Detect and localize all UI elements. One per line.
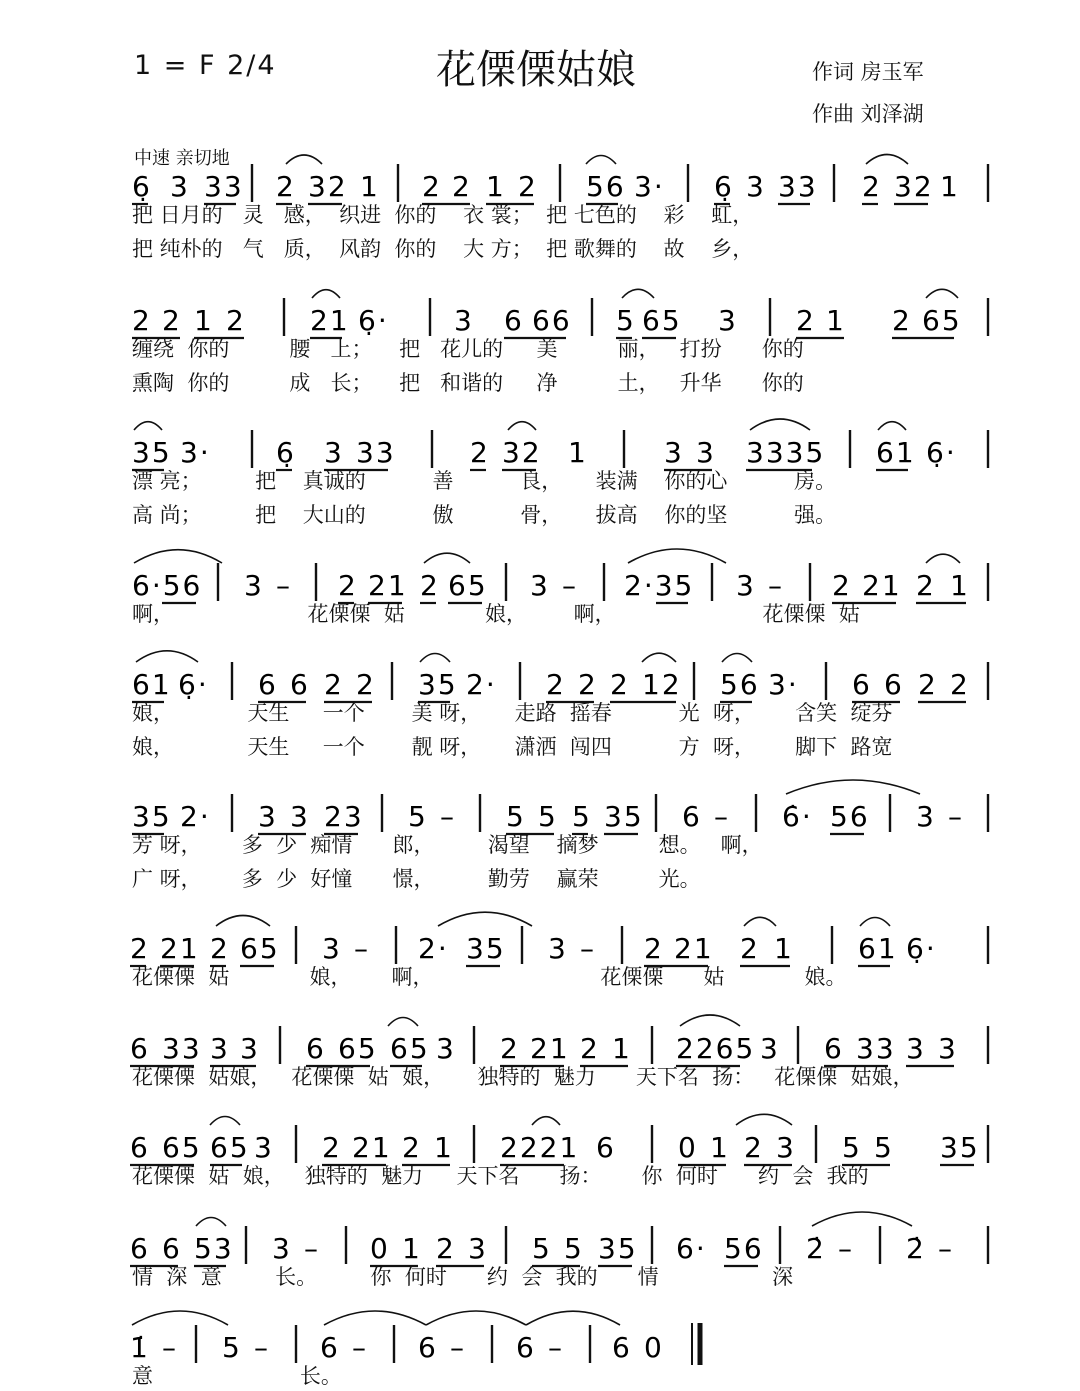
note: 61 [876,436,916,469]
note: 21 [310,304,350,337]
note: 1 [402,1232,422,1265]
note: 6·56 [132,569,203,602]
note: 65 [922,304,962,337]
note: 2 [402,1131,422,1164]
slur [324,1311,426,1325]
slur [286,155,322,164]
note: 6 [130,1131,150,1164]
note: 33 [204,170,244,203]
note: 2 [578,668,598,701]
slur [216,916,270,927]
lyric-line: 意 长。 [132,1364,342,1388]
lyric-line: 把 日月的 灵 感， 织进 你的 衣 裳； 把 七色的 彩 虹， [132,203,754,227]
lyricist-credit: 作词 房玉军 [812,60,924,84]
note: – [162,1331,178,1364]
note: 2̇ [906,1232,926,1265]
note: 3 [468,1232,488,1265]
note: 0 [644,1331,664,1364]
note: 1 [950,569,970,602]
lyric-line: 缠绕 你的 腰 上； 把 花儿的 美 丽， 打扮 你的 [132,337,804,361]
note: 33 [856,1032,896,1065]
note: 6 [130,1032,150,1065]
note: 1 [486,170,506,203]
lyric-line: 娘， 天生 一个 美 呀， 走路 摇春 光 呀， 含笑 绽芬 [132,701,893,725]
note: 3 [322,932,342,965]
note: 65 [162,1131,202,1164]
note: 2 [436,1232,456,1265]
note: 3335 [746,436,826,469]
note: – [352,1331,368,1364]
note: 6 [306,1032,326,1065]
note: 2 [518,170,538,203]
slur [680,1015,740,1026]
note: – [562,569,578,602]
note: – [838,1232,854,1265]
note: 2 [276,170,296,203]
note: 2 [950,668,970,701]
note: 6 [596,1131,616,1164]
note: 6̇· [782,800,813,833]
lyric-line: 娘， 天生 一个 靓 呀， 潇洒 闯四 方 呀， 脚下 路宽 [132,735,893,759]
slur [420,654,450,663]
lyric-line: 高 尚； 把 大山的 傲 骨， 拔高 你的坚 强。 [132,503,837,527]
note: 6 [516,1331,536,1364]
note: – [440,800,456,833]
note: 56 [586,170,626,203]
note: 3 [454,304,474,337]
note: 3 [530,569,550,602]
note: 5 [842,1131,862,1164]
note: 2 [916,569,936,602]
note: 6̣· [178,668,209,701]
note: 3 [718,304,738,337]
note: 2 [580,1032,600,1065]
slur [622,289,654,298]
slur [196,1218,226,1227]
note: 6̣· [358,304,389,337]
note: 56 [720,668,760,701]
note: 61 [132,668,172,701]
slur [388,1018,418,1027]
slur [532,1117,560,1125]
note: 6 [162,1232,182,1265]
note: – [548,1331,564,1364]
note: 2· [466,668,497,701]
slur [136,651,198,662]
note: 3 [906,1032,926,1065]
note: 21 [674,932,714,965]
note: 6̣ [276,436,296,469]
note: 2 [322,1131,342,1164]
note: 3 [258,800,278,833]
note: 35 [940,1131,980,1164]
note: 5 [564,1232,584,1265]
note: 2 [796,304,816,337]
note: 6̣· [926,436,957,469]
note: 53 [194,1232,234,1265]
note: – [948,800,964,833]
lyric-line: 情 深 意 长。 你 何时 约 会 我的 情 深 [132,1265,794,1289]
note: 21 [352,1131,392,1164]
note: 6̣ [132,170,152,203]
note: 2 [546,668,566,701]
note: 2 [130,932,150,965]
composer-credit: 作曲 刘泽湖 [812,102,924,126]
note: 6 [504,304,524,337]
slur [426,1311,526,1325]
note: 2 [832,569,852,602]
note: 65 [210,1131,250,1164]
note: 35 [132,436,172,469]
note: – [580,932,596,965]
lyric-line: 把 纯朴的 气 质， 风韵 你的 大 方； 把 歌舞的 故 乡， [132,237,754,261]
note: 1 [940,170,960,203]
note: 3 [776,1131,796,1164]
note: 2 [644,932,664,965]
note: 65 [390,1032,430,1065]
lyric-line: 花傈傈 姑娘， 花傈傈 姑 娘， 独特的 魅力 天下名 扬： 花傈傈 姑娘， [132,1065,914,1089]
note: 33 [356,436,396,469]
lyric-line: 芳 呀， 多 少 痴情 郎， 渴望 摘梦 想。 啊， [132,833,763,857]
note: 2 [210,932,230,965]
note: 1 [774,932,794,965]
note: 35 [132,800,172,833]
slur [312,290,340,298]
note: 3 [272,1232,292,1265]
lyric-line: 花傈傈 姑 娘， 啊， 花傈傈 姑 娘。 [132,965,847,989]
note: 2 [420,569,440,602]
slur [132,1311,228,1325]
note: 5 [532,1232,552,1265]
note: 21 [160,932,200,965]
note: 1 [826,304,846,337]
slur [586,156,616,165]
note: 32 [502,436,542,469]
note: – [304,1232,320,1265]
note: 3· [180,436,211,469]
note: 0 [678,1131,698,1164]
note: 2· [180,800,211,833]
note: 3 [436,1032,456,1065]
note: 5 [616,304,636,337]
note: 3· [634,170,665,203]
note: 5 [222,1331,242,1364]
note: 2 [744,1131,764,1164]
note: – [768,569,784,602]
slur [526,1311,620,1325]
note: 1 [710,1131,730,1164]
note: 2 [356,668,376,701]
slur [628,549,726,563]
slur [786,780,920,794]
note: 1 [434,1131,454,1164]
slur [210,1117,240,1126]
note: 5 [874,1131,894,1164]
note: 2 [422,170,442,203]
note: 6 [418,1331,438,1364]
note: 5 [506,800,526,833]
note: 3 [240,1032,260,1065]
note: 2· [418,932,449,965]
slur [860,918,890,927]
lyric-line: 漂 亮； 把 真诚的 善 良， 装满 你的心 房。 [132,469,837,493]
lyric-line: 广 呀， 多 少 好憧 憬， 勤劳 赢荣 光。 [132,867,701,891]
note: 2 [132,304,152,337]
note: 3 [290,800,310,833]
slur [424,553,470,563]
note: 6 [320,1331,340,1364]
note: 5 [572,800,592,833]
slur [926,289,958,298]
note: 32 [894,170,934,203]
note: 3 [916,800,936,833]
note: 6 [130,1232,150,1265]
note: 2265 [676,1032,756,1065]
song-title: 花傈傈姑娘 [436,47,636,93]
note: 6̣· [906,932,937,965]
note: 2·35 [624,569,695,602]
note: 6 [884,668,904,701]
note: 3 [548,932,568,965]
note: 2 [862,170,882,203]
note: 1 [568,436,588,469]
slur [736,1114,792,1125]
note: 2 [324,668,344,701]
note: 6 [824,1032,844,1065]
note: 6 [682,800,702,833]
note: 3 [210,1032,230,1065]
note: 3 [696,436,716,469]
slur [642,653,676,662]
slur [750,419,810,430]
note: 65 [338,1032,378,1065]
note: 61 [858,932,898,965]
slur [878,422,906,430]
note: 65 [240,932,280,965]
note: 12 [642,668,682,701]
note: 1 [194,304,214,337]
lyric-line: 熏陶 你的 成 长； 把 和谐的 净 土， 升华 你的 [132,371,804,395]
note: 6 [290,668,310,701]
note: 35 [466,932,506,965]
note: 65 [642,304,682,337]
note: 6 [612,1331,632,1364]
lyric-line: 啊， 花傈傈 姑 娘， 啊， 花傈傈 姑 [132,602,860,626]
note: 2 [338,569,358,602]
note: – [276,569,292,602]
slur [438,912,532,926]
note: 6̣ [714,170,734,203]
slur [134,550,222,563]
note: 32 [308,170,348,203]
note: 2 [610,668,630,701]
note: 66 [532,304,572,337]
note: 2 [226,304,246,337]
note: 3 [760,1032,780,1065]
note: 3· [768,668,799,701]
note: 35 [598,1232,638,1265]
note: 3 [244,569,264,602]
note: – [254,1331,270,1364]
note: 3 [170,170,190,203]
slur [508,422,536,430]
note: 2 [740,932,760,965]
note: 2 [500,1032,520,1065]
note: 3 [736,569,756,602]
note: 5 [408,800,428,833]
note: 1 [360,170,380,203]
note: 2 [452,170,472,203]
note: 21 [368,569,408,602]
note: 56 [830,800,870,833]
lyric-line: 花傈傈 姑 娘， 独特的 魅力 天下名 扬： 你 何时 约 会 我的 [132,1164,869,1188]
slur [812,1212,912,1226]
slur [866,155,908,165]
note: 3 [254,1131,274,1164]
key-signature: 1 = F 2/4 [134,50,277,81]
note: – [938,1232,954,1265]
note: 0 [370,1232,390,1265]
note: 1 [612,1032,632,1065]
slur [744,917,776,926]
note: 2 [918,668,938,701]
note: 3 [938,1032,958,1065]
note: 6 [258,668,278,701]
note: 65 [448,569,488,602]
note: 3 [746,170,766,203]
note: – [354,932,370,965]
slur [134,422,162,430]
note: 5 [538,800,558,833]
slur [722,654,752,663]
note: 2 [162,304,182,337]
note: 33 [162,1032,202,1065]
note: 2̇ [806,1232,826,1265]
note: 21 [530,1032,570,1065]
note: 1̇ [130,1331,150,1364]
note: 6· [676,1232,707,1265]
note: – [450,1331,466,1364]
note: 2221 [500,1131,580,1164]
note: 56 [724,1232,764,1265]
note: 3 [664,436,684,469]
note: 3 [324,436,344,469]
note: 6 [852,668,872,701]
note: 35 [418,668,458,701]
note: 2 [892,304,912,337]
slur [926,554,960,563]
note: 21 [862,569,902,602]
note: – [714,800,730,833]
note: 23 [324,800,364,833]
note: 35 [604,800,644,833]
note: 2 [470,436,490,469]
note: 33 [778,170,818,203]
tempo-marking: 中速 亲切地 [134,148,230,169]
